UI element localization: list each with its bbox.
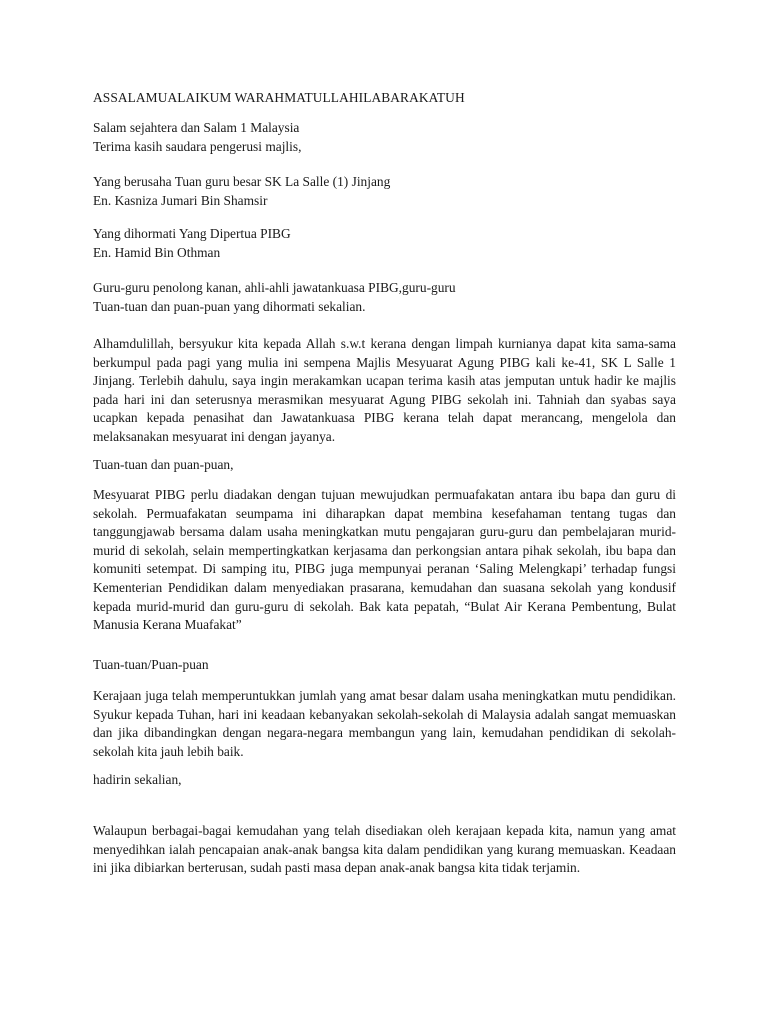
- salutation-tuan-tuan-puan-puan: [93, 656, 676, 675]
- teachers-line-2: Tuan-tuan dan puan-puan yang dihormati sekalian.: [93, 298, 366, 314]
- salutation-tuan-puan: [93, 456, 676, 475]
- salutation-line-1: Salam sejahtera dan Salam 1 Malaysia: [93, 120, 300, 135]
- greeting-heading: [93, 89, 676, 108]
- paragraph-achievement-concern: Walaupun berbagai-bagai kemudahan yang telah disediakan oleh kerajaan kepada kita, namun yang amat menyedihkan ialah pencapaian anak-anak bangsa kita dalam pendidikan yang kurang memuaskan. Keadaan ini jika dibiarkan berterusan, sudah pasti masa depan anak-anak bangsa kita tidak terjamin.: [93, 823, 676, 876]
- pibg-chair-name: En. Hamid Bin Othman: [93, 244, 221, 260]
- headmaster-block: [93, 173, 676, 210]
- teachers-block: [93, 279, 676, 316]
- paragraph-opening: Alhamdulillah, bersyukur kita kepada Allah s.w.t kerana dengan limpah kurnianya dapat kita sama-sama berkumpul pada pagi yang mulia ini sempena Majlis Mesyuarat Agung PIBG kali ke-41, SK L Salle 1 Jinjang. Terlebih dahulu, saya ingin merakamkan ucapan terima kasih atas jemputan untuk hadir ke majlis pada hari ini dan seterusnya merasmikan mesyuarat Agung PIBG sekolah ini. Tahniah dan syabas saya ucapkan kepada penasihat dan Jawatankuasa PIBG kerana telah dapat merancang, mengelola dan melaksanakan mesyuarat ini dengan jayanya.: [93, 336, 676, 444]
- pibg-chair-block: [93, 225, 676, 262]
- teachers-line-1: Guru-guru penolong kanan, ahli-ahli jawatankuasa PIBG,guru-guru: [93, 280, 456, 295]
- salutation-line-2: Terima kasih saudara pengerusi majlis,: [93, 138, 302, 154]
- salutation-hadirin-text: hadirin sekalian,: [93, 772, 182, 787]
- headmaster-name: En. Kasniza Jumari Bin Shamsir: [93, 192, 268, 208]
- salutation-hadirin: [93, 771, 676, 790]
- salutation-tuan-puan-text: Tuan-tuan dan puan-puan,: [93, 457, 234, 472]
- headmaster-title: Yang berusaha Tuan guru besar SK La Salle (1) Jinjang: [93, 174, 391, 189]
- pibg-chair-title: Yang dihormati Yang Dipertua PIBG: [93, 226, 291, 241]
- paragraph-pibg-purpose: Mesyuarat PIBG perlu diadakan dengan tujuan mewujudkan permuafakatan antara ibu bapa dan guru di sekolah. Permuafakatan seumpama ini diharapkan dapat membina kesefahaman tentang tugas dan tanggungjawab bersama dalam usaha meningkatkan mutu pengajaran guru-guru dan pembelajaran murid-murid di sekolah, selain mempertingkatkan kerjasama dan perkongsian antara pihak sekolah, ibu bapa dan komuniti setempat. Di samping itu, PIBG juga mempunyai peranan ‘Saling Melengkapi’ terhadap fungsi Kementerian Pendidikan dalam menyediakan prasarana, kemudahan dan suasana sekolah yang kondusif kepada murid-murid dan guru-guru di sekolah. Bak kata pepatah, “Bulat Air Kerana Pembentung, Bulat Manusia Kerana Muafakat”: [93, 487, 676, 633]
- heading-text: ASSALAMUALAIKUM WARAHMATULLAHILABARAKATUH: [93, 90, 465, 105]
- paragraph-government-allocation: Kerajaan juga telah memperuntukkan jumlah yang amat besar dalam usaha meningkatkan mutu pendidikan. Syukur kepada Tuhan, hari ini keadaan kebanyakan sekolah-sekolah di Malaysia adalah sangat memuaskan dan jika dibandingkan dengan negara-negara membangun yang lain, kemudahan pendidikan di sekolah-sekolah kita jauh lebih baik.: [93, 688, 676, 759]
- salutation-tuan-tuan-text: Tuan-tuan/Puan-puan: [93, 657, 209, 672]
- salutation-block: [93, 119, 676, 156]
